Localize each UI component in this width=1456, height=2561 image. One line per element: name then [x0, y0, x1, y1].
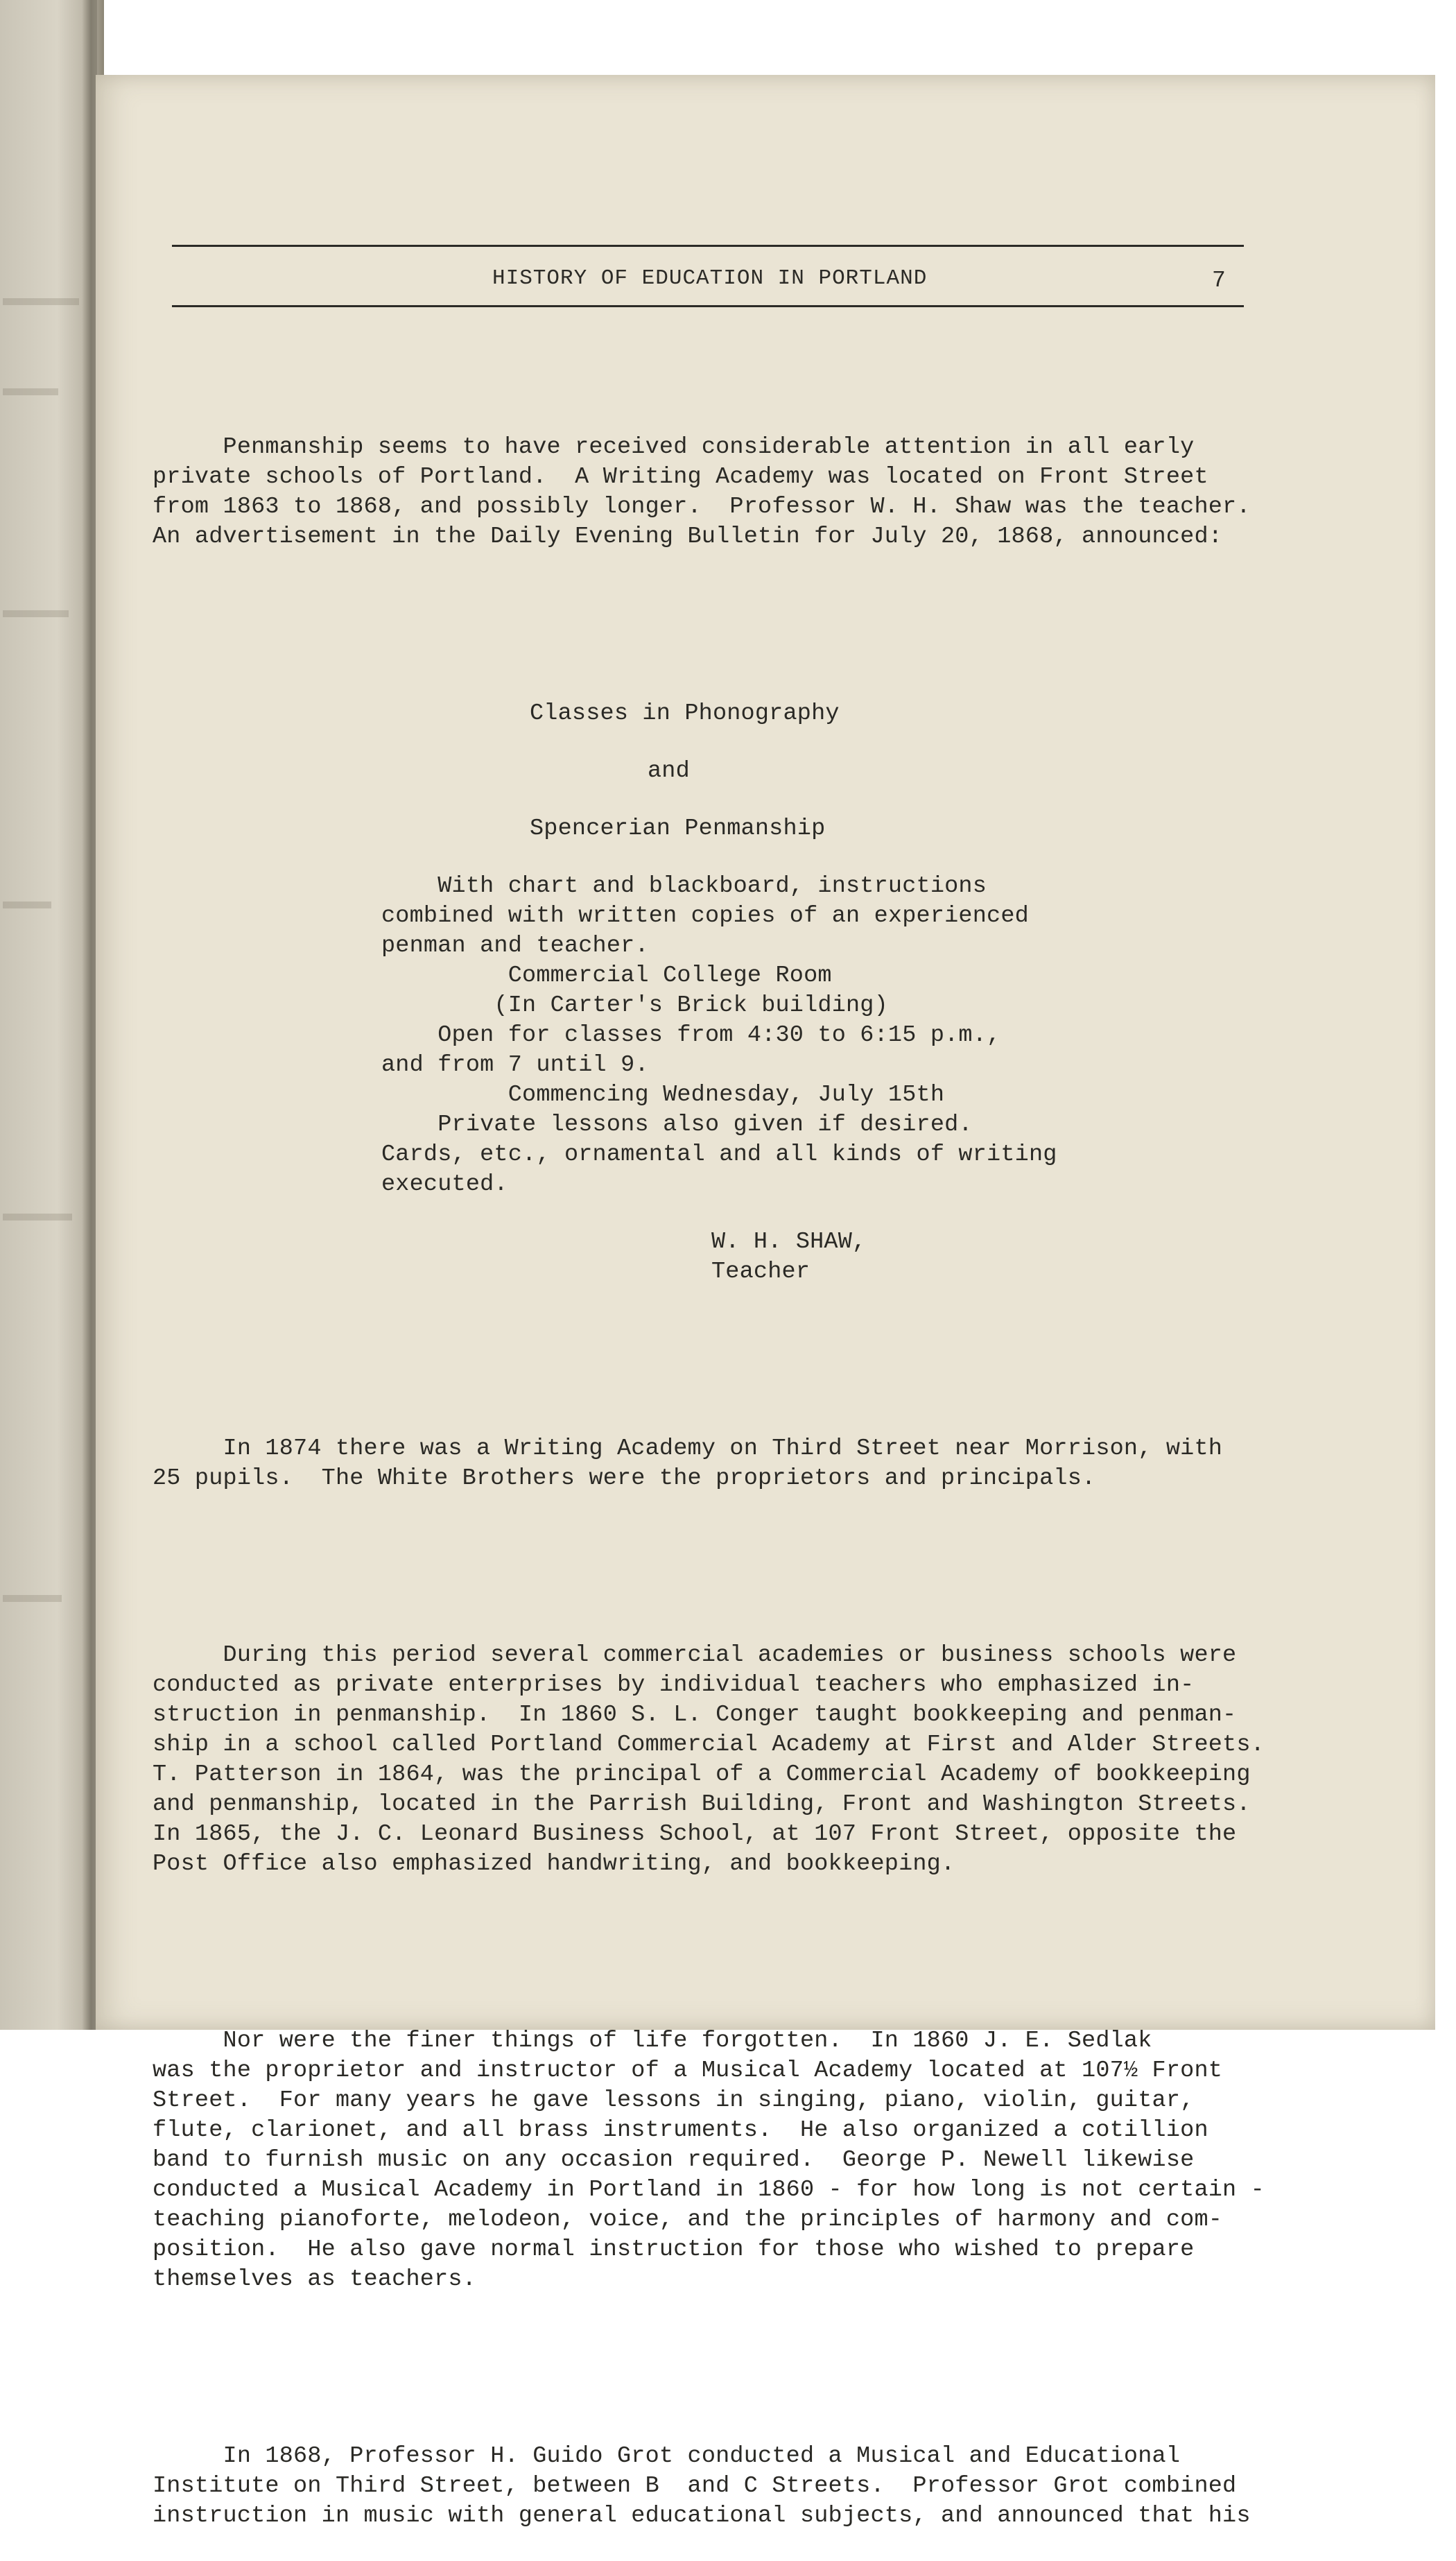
- advertisement: [153, 699, 1331, 1287]
- text-line: and penmanship, located in the Parrish Building, Front and Washington Streets.: [153, 1791, 1251, 1818]
- text-line: Institute on Third Street, between B and C Streets. Professor Grot combined: [153, 2473, 1237, 2499]
- book-gutter: [82, 0, 97, 2030]
- text-line: In 1874 there was a Writing Academy on Third Street near Morrison, with: [153, 1435, 1223, 1462]
- paragraph-musical-academies: [153, 2026, 1331, 2295]
- ad-line: Cards, etc., ornamental and all kinds of writing: [381, 1141, 1057, 1168]
- text-line: position. He also gave normal instruction for those who wished to prepare: [153, 2236, 1195, 2263]
- header-rule-top: [172, 245, 1244, 247]
- paragraph-writing-academy: [153, 1434, 1331, 1494]
- text-line: instruction in music with general educational subjects, and announced that his: [153, 2503, 1251, 2529]
- ad-line: executed.: [381, 1171, 508, 1198]
- ad-line: Private lessons also given if desired.: [381, 1112, 973, 1138]
- text-line: In 1868, Professor H. Guido Grot conducted a Musical and Educational: [153, 2443, 1181, 2469]
- ad-line: penman and teacher.: [381, 933, 649, 959]
- ad-line: and from 7 until 9.: [381, 1052, 649, 1078]
- text-line: 25 pupils. The White Brothers were the proprietors and principals.: [153, 1465, 1096, 1492]
- bleed-through-mark: [3, 298, 79, 305]
- ad-heading: and: [648, 758, 690, 784]
- ad-signature-title: Teacher: [711, 1259, 811, 1285]
- text-line: Penmanship seems to have received considerable attention in all early: [153, 434, 1195, 460]
- paragraph-commercial-academies: [153, 1641, 1331, 1879]
- ad-signature-name: W. H. SHAW,: [711, 1229, 867, 1255]
- text-line: In 1865, the J. C. Leonard Business School, at 107 Front Street, opposite the: [153, 1821, 1237, 1847]
- text-line: Nor were the finer things of life forgotten. In 1860 J. E. Sedlak: [153, 2028, 1152, 2054]
- bleed-through-mark: [3, 1214, 72, 1221]
- ad-line: Commencing Wednesday, July 15th: [381, 1082, 945, 1108]
- ad-line: Open for classes from 4:30 to 6:15 p.m.,: [381, 1022, 1001, 1049]
- text-line: was the proprietor and instructor of a Musical Academy located at 107½ Front: [153, 2058, 1223, 2084]
- text-line: band to furnish music on any occasion required. George P. Newell likewise: [153, 2147, 1195, 2173]
- text-line: conducted as private enterprises by individual teachers who emphasized in-: [153, 1672, 1195, 1698]
- ad-line: combined with written copies of an experienced: [381, 903, 1029, 929]
- page-number: 7: [1212, 268, 1226, 293]
- ad-line: With chart and blackboard, instructions: [381, 873, 987, 899]
- header-rule-bottom: [172, 305, 1244, 307]
- bleed-through-mark: [3, 610, 69, 617]
- ad-line: Commercial College Room: [381, 963, 832, 989]
- bleed-through-mark: [3, 388, 58, 395]
- text-line: teaching pianoforte, melodeon, voice, and the principles of harmony and com-: [153, 2207, 1223, 2233]
- ad-line: (In Carter's Brick building): [381, 992, 888, 1019]
- text-line: ship in a school called Portland Commercial Academy at First and Alder Streets.: [153, 1732, 1265, 1758]
- page-body: [153, 373, 1331, 2561]
- text-line: from 1863 to 1868, and possibly longer. Professor W. H. Shaw was the teacher.: [153, 494, 1251, 520]
- text-line: themselves as teachers.: [153, 2266, 476, 2293]
- text-line: Street. For many years he gave lessons in singing, piano, violin, guitar,: [153, 2087, 1195, 2114]
- text-line: struction in penmanship. In 1860 S. L. Conger taught bookkeeping and penman-: [153, 1702, 1237, 1728]
- text-line: flute, clarionet, and all brass instruments. He also organized a cotillion: [153, 2117, 1208, 2144]
- bleed-through-mark: [3, 902, 51, 908]
- text-line: Post Office also emphasized handwriting, and bookkeeping.: [153, 1851, 955, 1877]
- text-line: An advertisement in the Daily Evening Bulletin for July 20, 1868, announced:: [153, 524, 1223, 550]
- ad-heading: Classes in Phonography: [530, 700, 840, 727]
- text-line: During this period several commercial academies or business schools were: [153, 1642, 1237, 1668]
- paragraph-guido-grot: [153, 2442, 1331, 2531]
- text-line: T. Patterson in 1864, was the principal of a Commercial Academy of bookkeeping: [153, 1761, 1251, 1788]
- bleed-through-mark: [3, 1595, 62, 1602]
- ad-heading: Spencerian Penmanship: [530, 816, 826, 842]
- text-line: private schools of Portland. A Writing Academy was located on Front Street: [153, 464, 1208, 490]
- paragraph-penmanship: [153, 433, 1331, 552]
- running-header: HISTORY OF EDUCATION IN PORTLAND: [492, 266, 928, 291]
- text-line: conducted a Musical Academy in Portland in 1860 - for how long is not certain -: [153, 2177, 1265, 2203]
